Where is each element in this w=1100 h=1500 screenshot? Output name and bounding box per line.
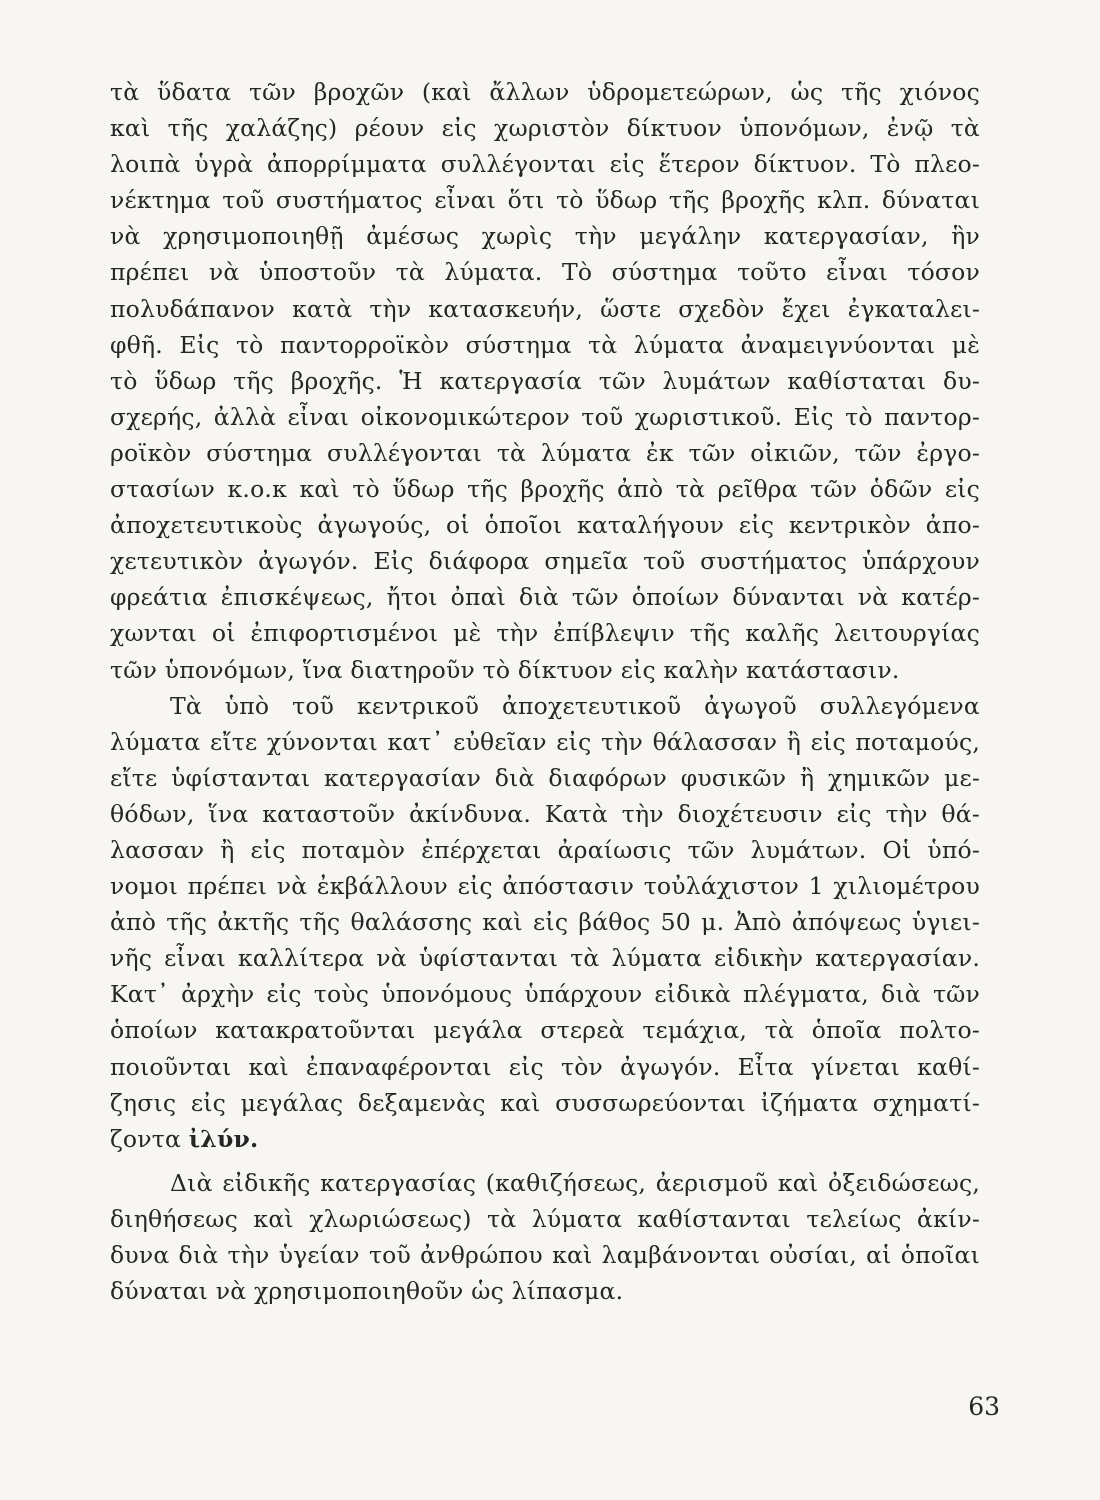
text-line: πολυδάπανον κατὰ τὴν κατασκευήν, ὥστε σχεδὸν ἔχει ἐγκαταλει-	[110, 294, 980, 323]
text-line: πρέπει νὰ ὑποστοῦν τὰ λύματα. Τὸ σύστημα τοῦτο εἶναι τόσον	[110, 258, 980, 287]
text-line: ἀποχετευτικοὺς ἀγωγούς, οἱ ὁποῖοι καταλήγουν εἰς κεντρικὸν ἀπο-	[110, 511, 980, 540]
text-line: Κατ᾽ ἀρχὴν εἰς τοὺς ὑπονόμους ὑπάρχουν εἰδικὰ πλέγματα, διὰ τῶν	[110, 980, 980, 1009]
text-line: εἴτε ὑφίστανται κατεργασίαν διὰ διαφόρων φυσικῶν ἢ χημικῶν με-	[110, 763, 980, 792]
paragraph-3	[110, 1165, 980, 1309]
text-line: τὸ ὕδωρ τῆς βροχῆς. Ἡ κατεργασία τῶν λυμάτων καθίσταται δυ-	[110, 366, 980, 395]
text-line: χετευτικὸν ἀγωγόν. Εἰς διάφορα σημεῖα τοῦ συστήματος ὑπάρχουν	[110, 547, 980, 576]
text-line	[110, 1121, 980, 1157]
text-line: ροϊκὸν σύστημα συλλέγονται τὰ λύματα ἐκ τῶν οἰκιῶν, τῶν ἐργο-	[110, 438, 980, 467]
text-line: νῆς εἶναι καλλίτερα νὰ ὑφίστανται τὰ λύματα εἰδικὴν κατεργασίαν.	[110, 944, 980, 973]
text-line: τῶν ὑπονόμων, ἵνα διατηροῦν τὸ δίκτυον εἰς καλὴν κατάστασιν.	[110, 655, 900, 684]
text-line: φθῆ. Εἰς τὸ παντορροϊκὸν σύστημα τὰ λύματα ἀναμειγνύονται μὲ	[110, 330, 980, 359]
text-line: νὰ χρησιμοποιηθῇ ἀμέσως χωρὶς τὴν μεγάλην κατεργασίαν, ἣν	[110, 222, 980, 251]
text-line: χωνται οἱ ἐπιφορτισμένοι μὲ τὴν ἐπίβλεψιν τῆς καλῆς λειτουργίας	[110, 619, 980, 648]
text-fragment: ζοντα	[110, 1124, 189, 1153]
text-line: δύναται νὰ χρησιμοποιηθοῦν ὡς λίπασμα.	[110, 1277, 624, 1306]
body-text	[110, 74, 980, 1309]
text-line: διηθήσεως καὶ χλωριώσεως) τὰ λύματα καθίστανται τελείως ἀκίν-	[110, 1204, 980, 1233]
text-line: τὰ ὕδατα τῶν βροχῶν (καὶ ἄλλων ὑδρομετεώρων, ὡς τῆς χιόνος	[110, 78, 980, 106]
emphasized-term: ἰλύν.	[188, 1124, 259, 1153]
text-line: Τὰ ὑπὸ τοῦ κεντρικοῦ ἀποχετευτικοῦ ἀγωγοῦ συλλεγόμενα	[170, 691, 980, 720]
text-line: νέκτημα τοῦ συστήματος εἶναι ὅτι τὸ ὕδωρ τῆς βροχῆς κλπ. δύναται	[110, 186, 980, 215]
text-line: σχερής, ἀλλὰ εἶναι οἰκονομικώτερον τοῦ χωριστικοῦ. Εἰς τὸ παντορ-	[110, 402, 980, 431]
text-line: λασσαν ἢ εἰς ποταμὸν ἐπέρχεται ἀραίωσις τῶν λυμάτων. Οἱ ὑπό-	[110, 835, 980, 864]
text-line: δυνα διὰ τὴν ὑγείαν τοῦ ἀνθρώπου καὶ λαμβάνονται οὐσίαι, αἱ ὁποῖαι	[110, 1241, 980, 1269]
text-line: λοιπὰ ὑγρὰ ἀπορρίμματα συλλέγονται εἰς ἕτερον δίκτυον. Τὸ πλεο-	[110, 150, 980, 179]
text-line: καὶ τῆς χαλάζης) ρέουν εἰς χωριστὸν δίκτυον ὑπονόμων, ἐνῷ τὰ	[110, 114, 980, 143]
text-line: ἀπὸ τῆς ἀκτῆς τῆς θαλάσσης καὶ εἰς βάθος 50 μ. Ἀπὸ ἀπόψεως ὑγιει-	[110, 908, 980, 937]
text-line: Διὰ εἰδικῆς κατεργασίας (καθιζήσεως, ἀερισμοῦ καὶ ὀξειδώσεως,	[170, 1168, 980, 1197]
page-number: 63	[968, 1392, 1000, 1421]
paragraph-2	[110, 688, 980, 1157]
paragraph-gap	[110, 1157, 980, 1165]
text-line: ποιοῦνται καὶ ἐπαναφέρονται εἰς τὸν ἀγωγόν. Εἶτα γίνεται καθί-	[110, 1052, 980, 1081]
text-line: ὁποίων κατακρατοῦνται μεγάλα στερεὰ τεμάχια, τὰ ὁποῖα πολτο-	[110, 1016, 980, 1045]
text-line: θόδων, ἵνα καταστοῦν ἀκίνδυνα. Κατὰ τὴν διοχέτευσιν εἰς τὴν θά-	[110, 799, 980, 828]
paragraph-1	[110, 74, 980, 688]
text-line: λύματα εἴτε χύνονται κατ᾽ εὐθεῖαν εἰς τὴν θάλασσαν ἢ εἰς ποταμούς,	[110, 727, 980, 756]
text-line: νομοι πρέπει νὰ ἐκβάλλουν εἰς ἀπόστασιν τοὐλάχιστον 1 χιλιομέτρου	[110, 872, 980, 901]
text-line: στασίων κ.ο.κ καὶ τὸ ὕδωρ τῆς βροχῆς ἀπὸ τὰ ρεῖθρα τῶν ὁδῶν εἰς	[110, 475, 980, 504]
text-line: φρεάτια ἐπισκέψεως, ἤτοι ὀπαὶ διὰ τῶν ὁποίων δύνανται νὰ κατέρ-	[110, 583, 980, 612]
text-line: ζησις εἰς μεγάλας δεξαμενὰς καὶ συσσωρεύονται ἰζήματα σχηματί-	[110, 1088, 980, 1117]
